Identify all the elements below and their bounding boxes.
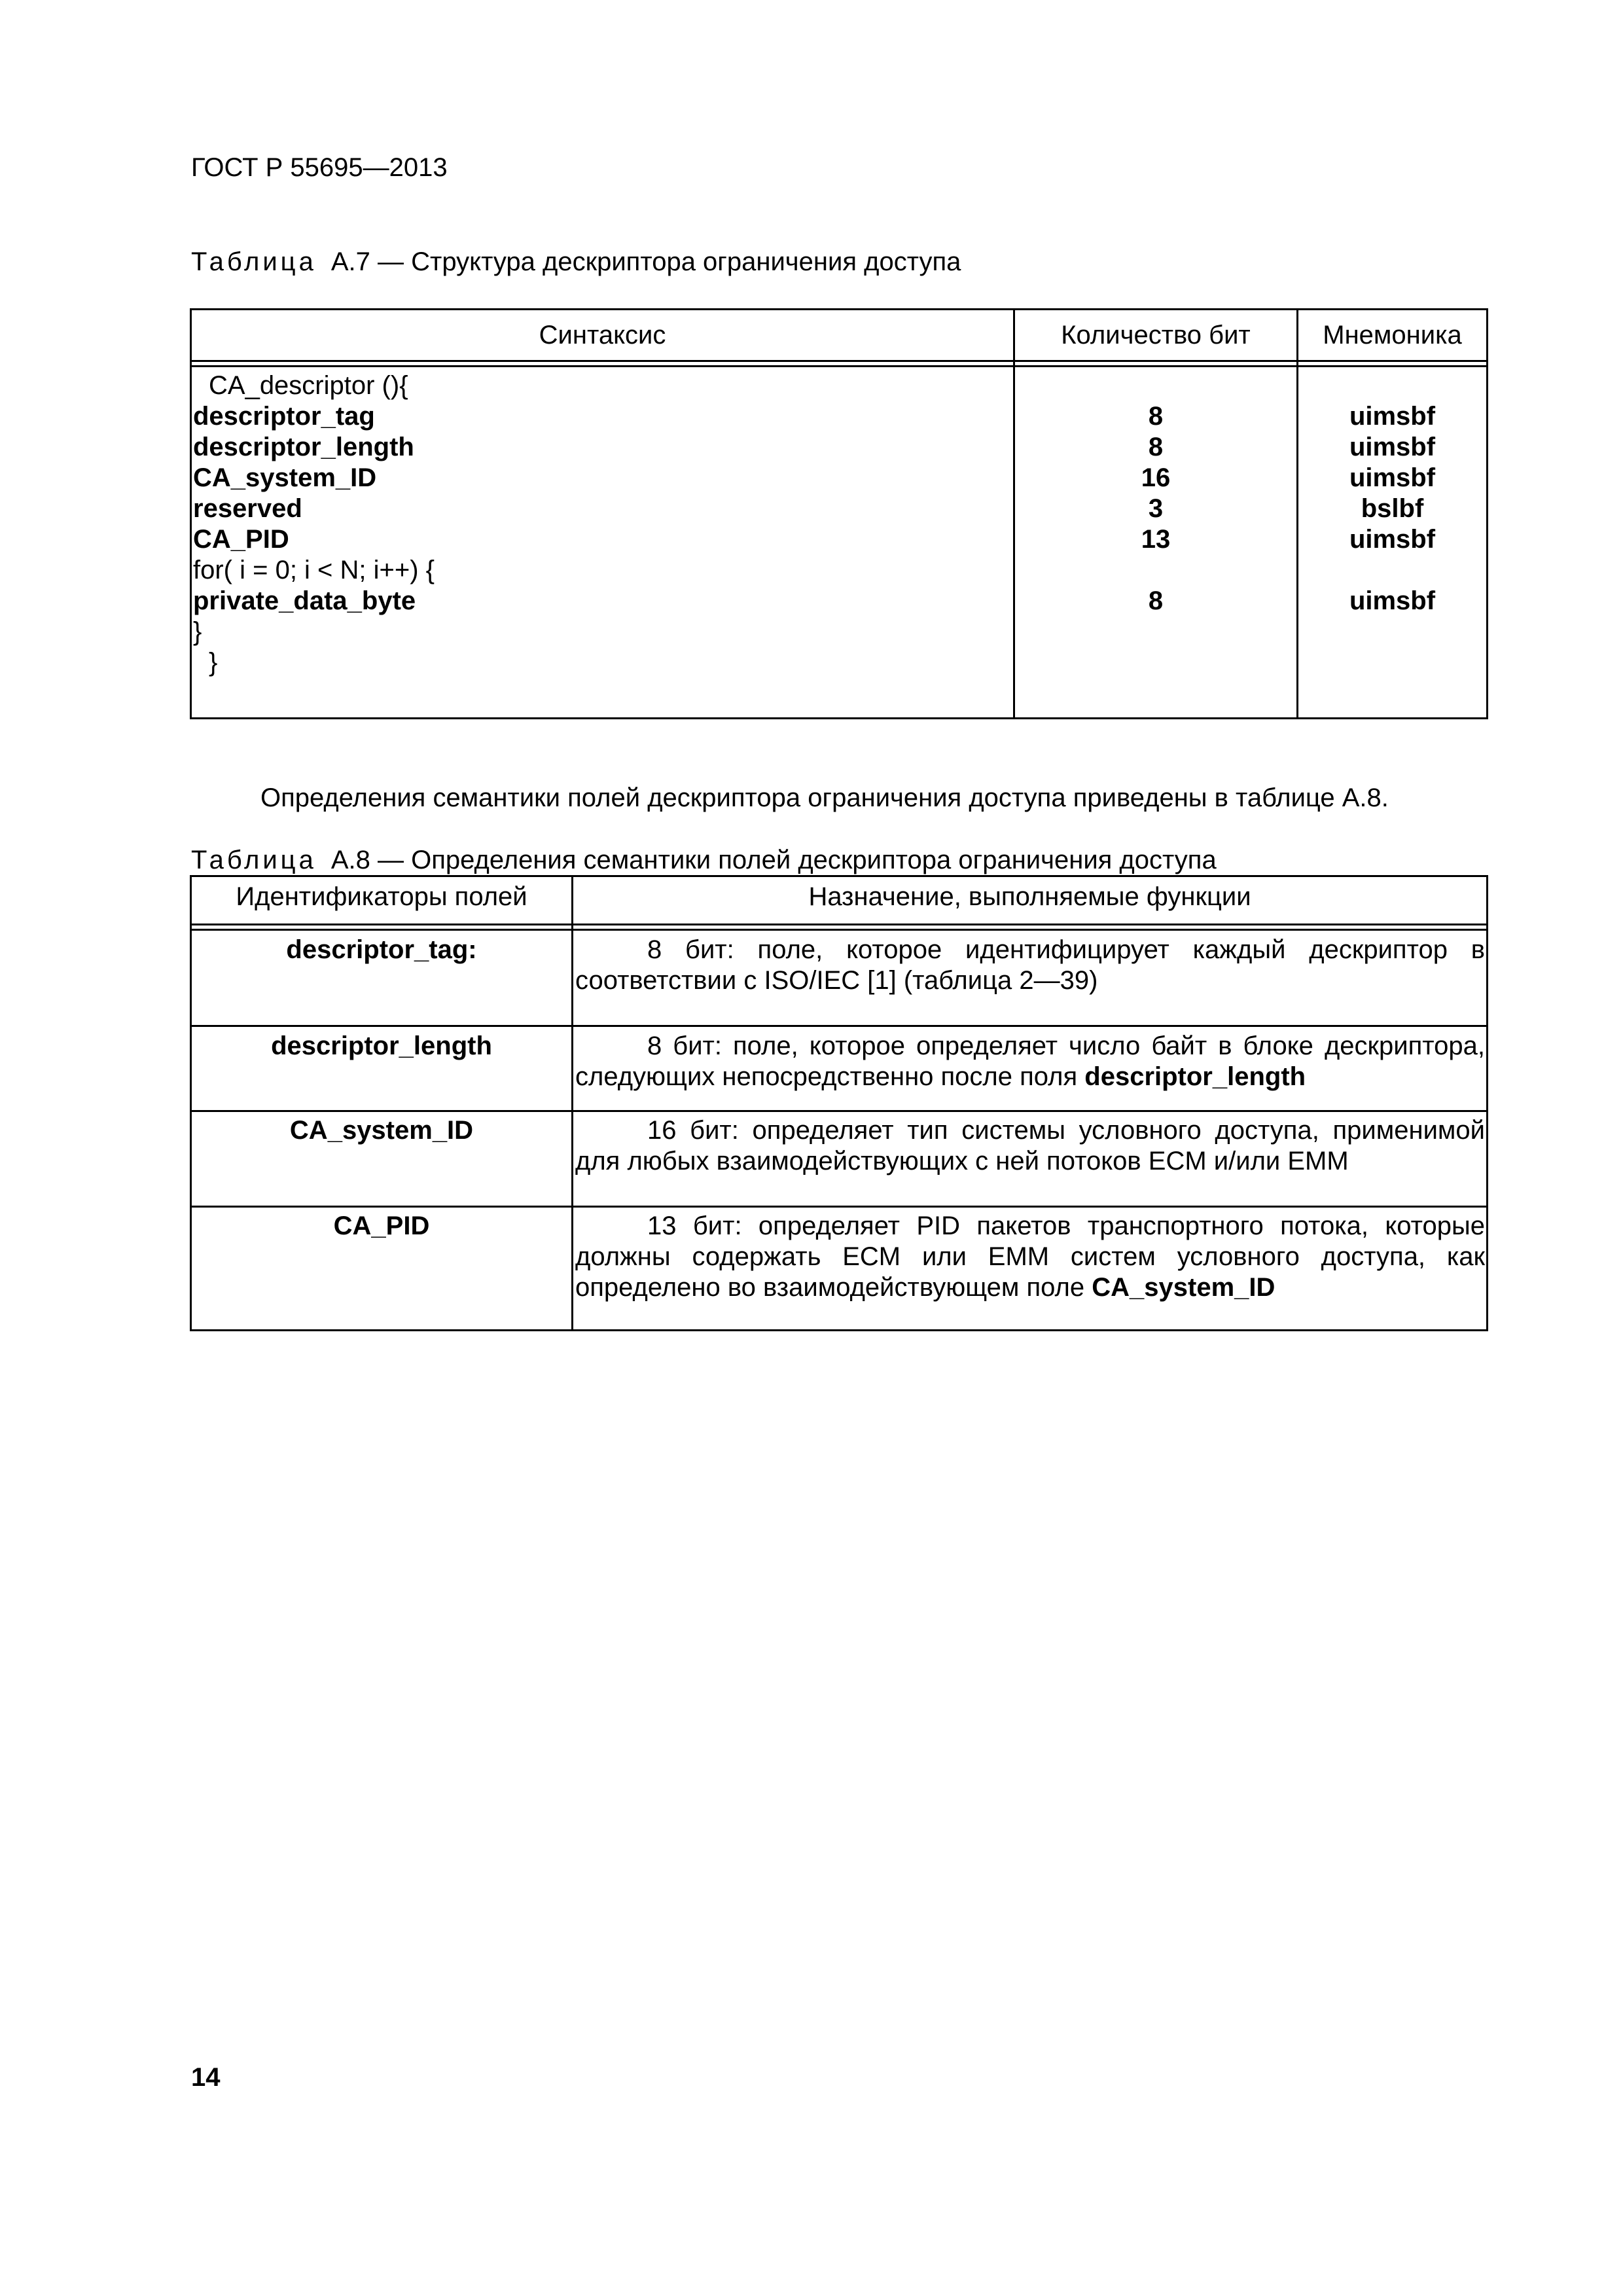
mnemonic-cell: uimsbf — [1349, 525, 1436, 554]
bits-cell: 8 — [1148, 433, 1164, 461]
field-description-text: 8 бит: поле, которое определяет число байт в блоке дескриптора, следующих непосредственно после поля — [575, 1031, 1485, 1091]
field-description-cell — [575, 1031, 1485, 1092]
syntax-line: descriptor_tag — [193, 402, 375, 431]
field-description-text: 16 бит: определяет тип системы условного доступа, применимой для любых взаимодействующих с ней потоков ECM и/или EMM — [575, 1116, 1485, 1175]
field-description-text: 8 бит: поле, которое идентифицирует каждый дескриптор в соответствии с ISO/IEC [1] (таблица 2—39) — [575, 935, 1485, 995]
field-id-cell: CA_system_ID — [289, 1116, 474, 1145]
table-a7-caption-word: Таблица — [191, 247, 317, 276]
syntax-line: } — [193, 617, 202, 646]
table-a7 — [190, 308, 1488, 719]
table-a8-divider — [571, 877, 573, 1329]
bits-cell — [1015, 617, 1296, 647]
table-a7-bits-column — [1015, 370, 1296, 678]
table-a7-header-bits: Количество бит — [1061, 320, 1251, 350]
syntax-line: for( i = 0; i < N; i++) { — [193, 556, 435, 584]
table-a7-caption — [191, 246, 961, 278]
mnemonic-cell: uimsbf — [1349, 463, 1436, 492]
table-a8-caption-word: Таблица — [191, 846, 317, 874]
table-a8 — [190, 875, 1488, 1331]
mnemonic-cell — [1298, 370, 1486, 401]
field-id-cell: descriptor_length — [271, 1031, 492, 1060]
table-a7-header-mnemonic: Мнемоника — [1323, 320, 1462, 350]
mnemonic-cell: bslbf — [1361, 494, 1424, 523]
table-a8-caption — [191, 844, 1217, 876]
syntax-line: CA_system_ID — [193, 463, 377, 492]
table-a8-row-rule — [192, 1206, 1486, 1208]
syntax-line: reserved — [193, 494, 302, 523]
mnemonic-cell — [1298, 555, 1486, 586]
table-a8-caption-title: А.8 — Определения семантики полей дескриптора ограничения доступа — [330, 846, 1217, 874]
table-a7-caption-title: А.7 — Структура дескриптора ограничения доступа — [330, 247, 961, 276]
table-a8-header-rule — [192, 929, 1486, 931]
field-description-text: 13 бит: определяет PID пакетов транспортного потока, которые должны содержать ECM или EMM систем условного доступа, как определено во взаимодействующем поле — [575, 1211, 1485, 1302]
table-a8-header-rule — [192, 924, 1486, 925]
syntax-line: } — [209, 648, 218, 677]
mnemonic-cell: uimsbf — [1349, 402, 1436, 431]
table-a7-header-syntax: Синтаксис — [539, 320, 666, 350]
table-a7-header-rule — [192, 360, 1486, 362]
field-description-cell — [575, 1115, 1485, 1177]
table-a8-row-rule — [192, 1110, 1486, 1112]
mnemonic-cell — [1298, 647, 1486, 678]
syntax-line: private_data_byte — [193, 586, 416, 615]
syntax-line: CA_PID — [193, 525, 289, 554]
field-description-cell — [575, 1211, 1485, 1303]
bits-cell: 8 — [1148, 586, 1164, 615]
mnemonic-cell: uimsbf — [1349, 433, 1436, 461]
syntax-line: CA_descriptor (){ — [209, 371, 408, 400]
field-id-cell: descriptor_tag: — [286, 935, 477, 964]
table-a8-row-rule — [192, 1025, 1486, 1027]
table-a8-header-purpose: Назначение, выполняемые функции — [808, 882, 1251, 911]
bits-cell — [1015, 370, 1296, 401]
table-a7-mnemonic-column — [1298, 370, 1486, 678]
bits-cell: 16 — [1141, 463, 1171, 492]
table-a7-header-rule — [192, 365, 1486, 367]
syntax-line: descriptor_length — [193, 433, 414, 461]
bits-cell: 8 — [1148, 402, 1164, 431]
field-id-cell: CA_PID — [333, 1211, 430, 1240]
field-description-bold: CA_system_ID — [1092, 1273, 1275, 1302]
page-number: 14 — [191, 2063, 221, 2092]
table-a7-syntax-column — [193, 370, 435, 678]
field-description-bold: descriptor_length — [1084, 1062, 1306, 1091]
field-description-cell — [575, 935, 1485, 996]
mnemonic-cell — [1298, 617, 1486, 647]
body-paragraph: Определения семантики полей дескриптора ограничения доступа приведены в таблице А.8. — [260, 783, 1389, 812]
document-header: ГОСТ Р 55695—2013 — [191, 153, 448, 182]
bits-cell: 13 — [1141, 525, 1171, 554]
bits-cell: 3 — [1148, 494, 1164, 523]
table-a8-header-field-ids: Идентификаторы полей — [236, 882, 527, 911]
mnemonic-cell: uimsbf — [1349, 586, 1436, 615]
bits-cell — [1015, 647, 1296, 678]
bits-cell — [1015, 555, 1296, 586]
